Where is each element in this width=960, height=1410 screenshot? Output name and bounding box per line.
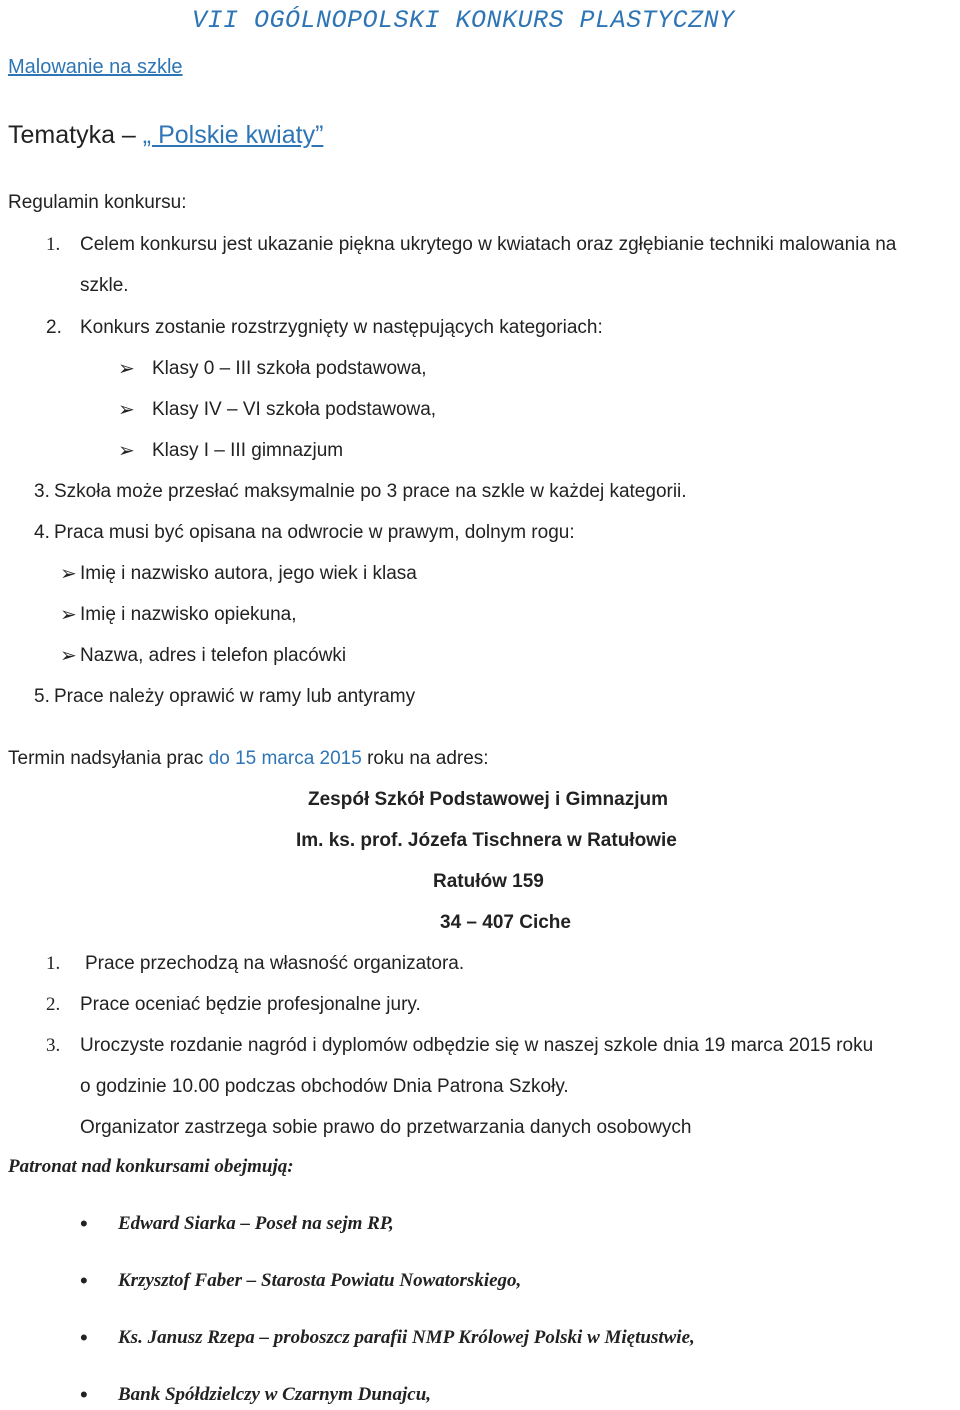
patronage-heading: Patronat nad konkursami obejmują:	[8, 1156, 294, 1177]
dot-bullet-icon: •	[80, 1268, 88, 1293]
arrow-bullet-icon: ➢	[118, 440, 135, 462]
patron-item: Ks. Janusz Rzepa – proboszcz parafii NMP Królowej Polski w Miętustwie,	[118, 1327, 695, 1348]
address-line-1: Zespół Szkół Podstawowej i Gimnazjum	[308, 789, 669, 810]
arrow-bullet-icon: ➢	[60, 645, 77, 667]
rule-4-num: 4.	[34, 522, 50, 543]
dot-bullet-icon: •	[80, 1382, 88, 1407]
final-3-text: Uroczyste rozdanie nagród i dyplomów odbędzie się w naszej szkole dnia 19 marca 2015 roku	[80, 1035, 874, 1056]
description-field: Imię i nazwisko autora, jego wiek i klasa	[80, 563, 417, 584]
arrow-bullet-icon: ➢	[118, 399, 135, 421]
final-1-num: 1.	[46, 953, 61, 974]
deadline-date: do 15 marca 2015	[208, 748, 362, 769]
final-3-text-cont: o godzinie 10.00 podczas obchodów Dnia Patrona Szkoły.	[80, 1076, 569, 1097]
theme-label: Tematyka –	[8, 121, 136, 149]
rule-3-text: Szkoła może przesłać maksymalnie po 3 prace na szkle w każdej kategorii.	[54, 481, 687, 502]
final-2-text: Prace oceniać będzie profesjonalne jury.	[80, 994, 421, 1015]
arrow-bullet-icon: ➢	[60, 604, 77, 626]
deadline-line	[8, 748, 489, 770]
final-1-text: Prace przechodzą na własność organizatora.	[85, 953, 465, 974]
theme-value[interactable]: „ Polskie kwiaty”	[142, 121, 324, 149]
final-3-num: 3.	[46, 1035, 61, 1056]
rule-1-text: Celem konkursu jest ukazanie piękna ukrytego w kwiatach oraz zgłębianie techniki malowania na	[80, 234, 897, 255]
final-2-num: 2.	[46, 994, 61, 1015]
category-item: Klasy I – III gimnazjum	[152, 440, 344, 461]
description-field: Imię i nazwisko opiekuna,	[80, 604, 297, 625]
dot-bullet-icon: •	[80, 1211, 88, 1236]
subtitle-link[interactable]: Malowanie na szkle	[8, 56, 183, 78]
rule-1-text-cont: szkle.	[80, 275, 129, 296]
rule-5-num: 5.	[34, 686, 50, 707]
dot-bullet-icon: •	[80, 1325, 88, 1350]
address-line-2: Im. ks. prof. Józefa Tischnera w Ratułowie	[296, 830, 677, 851]
category-item: Klasy IV – VI szkoła podstawowa,	[152, 399, 437, 420]
rule-1-num: 1.	[46, 234, 61, 255]
contest-title: VII OGÓLNOPOLSKI KONKURS PLASTYCZNY	[192, 6, 735, 35]
theme-line	[8, 121, 323, 150]
rule-2-num: 2.	[46, 317, 62, 338]
patron-item: Krzysztof Faber – Starosta Powiatu Nowatorskiego,	[118, 1270, 522, 1291]
arrow-bullet-icon: ➢	[118, 358, 135, 380]
description-field: Nazwa, adres i telefon placówki	[80, 645, 347, 666]
address-line-4: 34 – 407 Ciche	[440, 912, 571, 933]
arrow-bullet-icon: ➢	[60, 563, 77, 585]
rule-2-text: Konkurs zostanie rozstrzygnięty w następujących kategoriach:	[80, 317, 603, 338]
patron-item: Edward Siarka – Poseł na sejm RP,	[118, 1213, 394, 1234]
rules-heading: Regulamin konkursu:	[8, 192, 187, 213]
rule-4-text: Praca musi być opisana na odwrocie w prawym, dolnym rogu:	[54, 522, 575, 543]
address-line-3: Ratułów 159	[433, 871, 544, 892]
rule-3-num: 3.	[34, 481, 50, 502]
data-processing-note: Organizator zastrzega sobie prawo do przetwarzania danych osobowych	[80, 1117, 692, 1138]
rule-5-text: Prace należy oprawić w ramy lub antyramy	[54, 686, 416, 707]
category-item: Klasy 0 – III szkoła podstawowa,	[152, 358, 427, 379]
deadline-suffix: roku na adres:	[361, 748, 489, 769]
patron-item: Bank Spółdzielczy w Czarnym Dunajcu,	[118, 1384, 432, 1405]
deadline-prefix: Termin nadsyłania prac	[8, 748, 209, 769]
